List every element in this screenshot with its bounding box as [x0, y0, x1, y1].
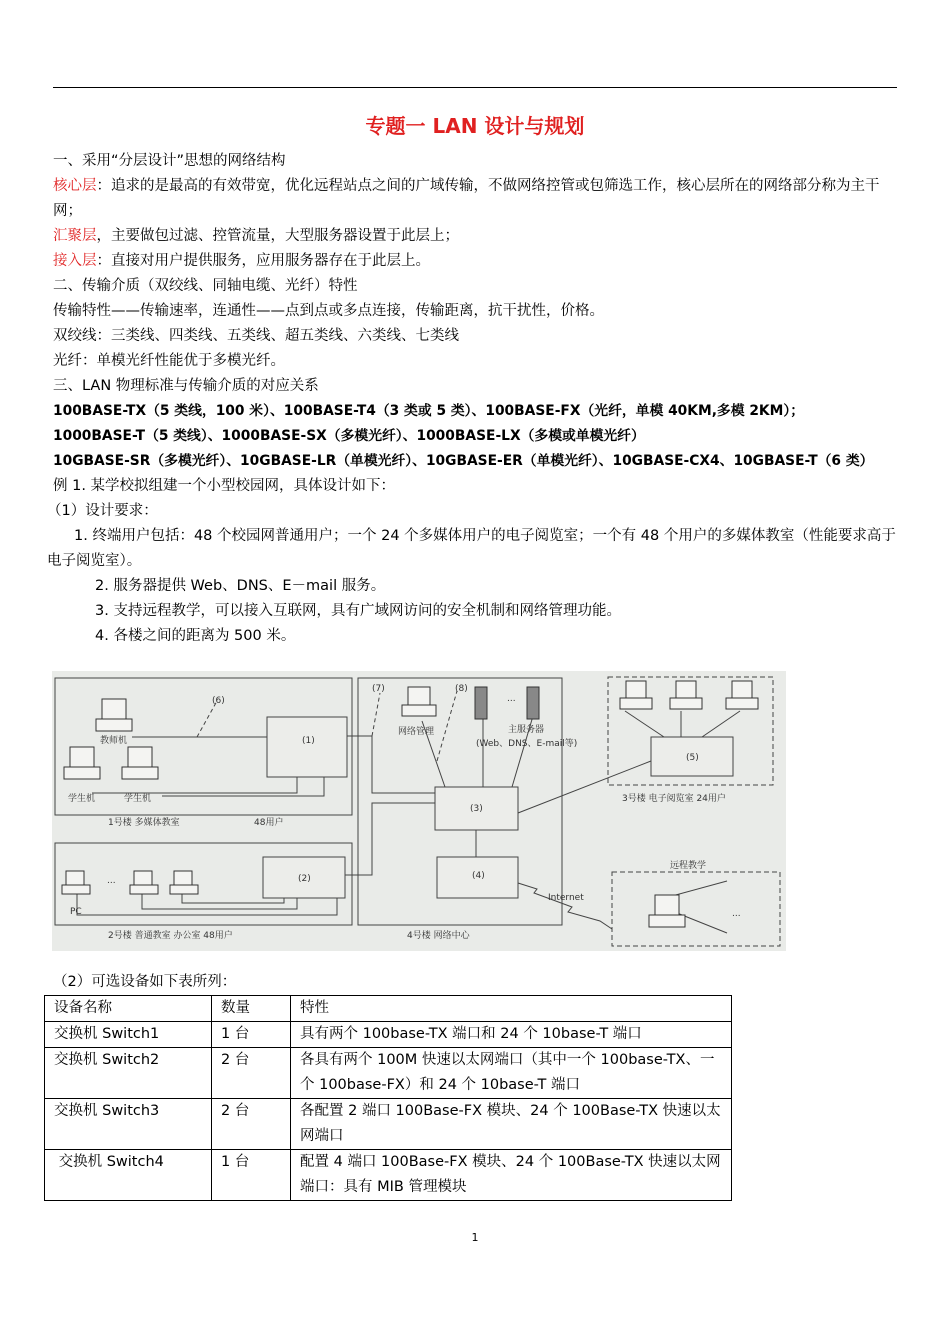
table-caption: （2）可选设备如下表所列：	[53, 974, 237, 990]
building-1-label: 1号楼 多媒体教室	[108, 818, 180, 828]
computer-icon	[122, 747, 158, 779]
device-spec: 各具有两个 100M 快速以太网端口（其中一个 100base-TX、一个 100base-FX）和 24 个 10base-T 端口	[291, 1048, 732, 1099]
computer-icon	[170, 871, 198, 894]
server-icon	[527, 687, 539, 719]
label-6: (6)	[212, 696, 225, 706]
section-heading-2: 二、传输介质（双绞线、同轴电缆、光纤）特性	[53, 278, 358, 294]
switch-3-label: (3)	[470, 804, 483, 814]
internet-label: Internet	[548, 893, 584, 903]
header-rule	[53, 87, 897, 88]
table-row	[45, 1150, 732, 1201]
server-icon	[475, 687, 487, 719]
device-qty: 2 台	[212, 1048, 291, 1099]
teacher-label: 教师机	[100, 736, 128, 746]
agg-text: ，主要做包过滤、控管流量，大型服务器设置于此层上；	[96, 228, 459, 244]
standards-line: 1000BASE-T（5 类线）、1000BASE-SX（多模光纤）、1000BASE-LX（多模或单模光纤）	[53, 428, 645, 444]
section-heading-3: 三、LAN 物理标准与传输介质的对应关系	[53, 378, 319, 394]
header-cell: 特性	[291, 996, 732, 1022]
switch-5-label: (5)	[686, 753, 699, 763]
server-sub-label: (Web、DNS、E-mail等)	[476, 739, 578, 749]
paragraph-access	[53, 249, 899, 274]
example-line: 例 1. 某学校拟组建一个小型校园网，具体设计如下：	[53, 478, 396, 494]
computer-icon	[620, 681, 652, 709]
document-body	[47, 149, 899, 649]
computer-icon	[62, 871, 90, 894]
standards-line: 100BASE-TX（5 类线，100 米）、100BASE-T4（3 类或 5 类）、100BASE-FX（光纤，单模 40KM,多模 2KM）；	[53, 403, 805, 419]
core-text: ：追求的是最高的有效带宽，优化远程站点之间的广域传输，不做网络控管或包筛选工作，核心层所在的网络部分称为主干网；	[53, 178, 880, 219]
device-spec: 具有两个 100base-TX 端口和 24 个 10base-T 端口	[291, 1022, 732, 1048]
server-label: 主服务器	[508, 725, 545, 735]
pc-label: PC	[70, 907, 82, 917]
device-name: 交换机 Switch2	[45, 1048, 212, 1099]
switch-1	[267, 717, 347, 777]
device-spec: 配置 4 端口 100Base-FX 模块、24 个 100Base-TX 快速以太网端口：具有 MIB 管理模块	[291, 1150, 732, 1201]
device-name: 交换机 Switch3	[45, 1099, 212, 1150]
building-1-users: 48用户	[254, 818, 284, 828]
requirement-4: 4. 各楼之间的距离为 500 米。	[95, 628, 296, 644]
acc-label: 接入层	[53, 253, 97, 269]
computer-icon	[670, 681, 702, 709]
computer-icon	[64, 747, 100, 779]
building-3-label: 3号楼 电子阅览室 24用户	[622, 794, 726, 804]
device-name: 交换机 Switch4	[45, 1150, 212, 1201]
switch-1-label: (1)	[302, 736, 315, 746]
equipment-table	[44, 995, 732, 1201]
computer-icon	[96, 699, 132, 731]
text-line: 光纤：单模光纤性能优于多模光纤。	[53, 353, 285, 369]
ellipsis: ...	[507, 694, 516, 704]
text-line: 传输特性——传输速率，连通性——点到点或多点连接，传输距离，抗干扰性，价格。	[53, 303, 604, 319]
label-8: (8)	[455, 684, 468, 694]
page-number: 1	[471, 1231, 479, 1244]
student-label: 学生机	[124, 794, 152, 804]
agg-label: 汇聚层	[53, 228, 97, 244]
remote-box	[612, 872, 780, 946]
paragraph-aggregation	[53, 224, 899, 249]
netmgmt-label: 网络管理	[398, 727, 435, 737]
page-title: 专题一 LAN 设计与规划	[365, 114, 585, 138]
device-name: 交换机 Switch1	[45, 1022, 212, 1048]
label-7: (7)	[372, 684, 385, 694]
student-label: 学生机	[68, 794, 96, 804]
building-2-label: 2号楼 普通教室 办公室 48用户	[108, 931, 233, 941]
core-label: 核心层	[53, 178, 97, 194]
network-diagram	[52, 671, 786, 951]
requirement-3: 3. 支持远程教学，可以接入互联网，具有广域网访问的安全机制和网络管理功能。	[95, 603, 621, 619]
device-spec: 各配置 2 端口 100Base-FX 模块、24 个 100Base-TX 快速以太网端口	[291, 1099, 732, 1150]
network-diagram-svg	[52, 671, 786, 951]
requirement-2: 2. 服务器提供 Web、DNS、E－mail 服务。	[95, 578, 386, 594]
acc-text: ：直接对用户提供服务，应用服务器存在于此层上。	[96, 253, 430, 269]
header-cell: 数量	[212, 996, 291, 1022]
ellipsis: ...	[107, 876, 116, 886]
paragraph-core	[53, 174, 899, 224]
table-header-row	[45, 996, 732, 1022]
ellipsis: ...	[732, 909, 741, 919]
switch-4-label: (4)	[472, 871, 485, 881]
device-qty: 1 台	[212, 1150, 291, 1201]
computer-icon	[402, 687, 436, 716]
table-row	[45, 1048, 732, 1099]
section-heading-1: 一、采用“分层设计”思想的网络结构	[53, 153, 286, 169]
text-line: 双绞线：三类线、四类线、五类线、超五类线、六类线、七类线	[53, 328, 459, 344]
requirement-1: 1. 终端用户包括：48 个校园网普通用户；一个 24 个多媒体用户的电子阅览室；一个有 48 个用户的多媒体教室（性能要求高于电子阅览室）。	[47, 528, 896, 569]
computer-icon	[649, 895, 685, 927]
device-qty: 1 台	[212, 1022, 291, 1048]
header-cell: 设备名称	[45, 996, 212, 1022]
computer-icon	[726, 681, 758, 709]
building-4-label: 4号楼 网络中心	[407, 931, 470, 941]
device-qty: 2 台	[212, 1099, 291, 1150]
table-row	[45, 1099, 732, 1150]
switch-2-label: (2)	[298, 874, 311, 884]
standards-line: 10GBASE-SR（多模光纤）、10GBASE-LR（单模光纤）、10GBASE-ER（单模光纤）、10GBASE-CX4、10GBASE-T（6 类）	[53, 453, 874, 469]
computer-icon	[130, 871, 158, 894]
requirements-heading: （1）设计要求：	[47, 503, 158, 519]
table-row	[45, 1022, 732, 1048]
remote-label: 远程教学	[670, 861, 707, 871]
